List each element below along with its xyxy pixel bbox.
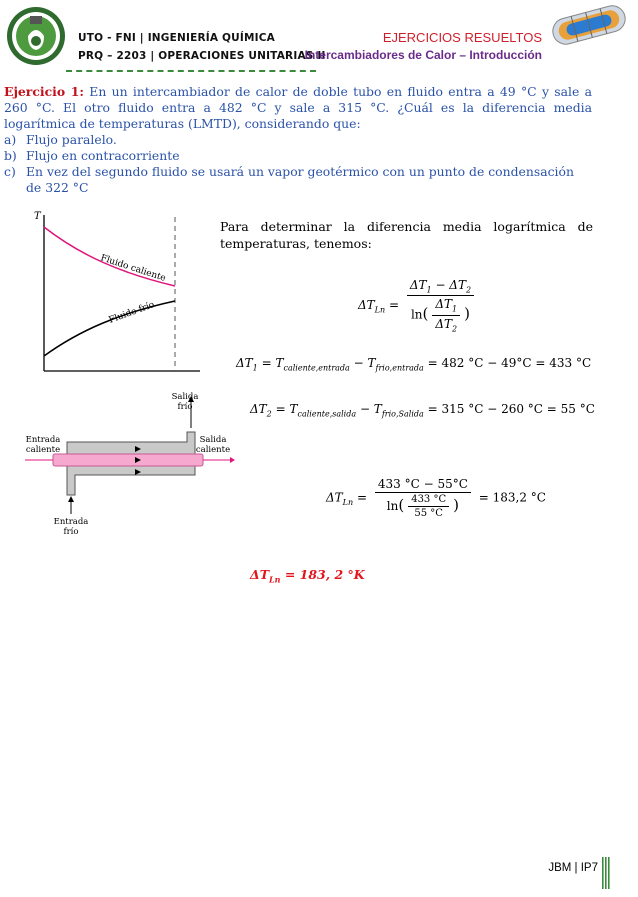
option-key: b) [4,148,17,163]
hot-outlet-arrowhead [230,457,235,463]
cold-fluid-label: Fluido frío [107,300,156,326]
cold-outlet-label-2: frío [177,402,193,412]
lmtd-calc-fraction: 433 °C − 55°C ln( $\frac{433 ^\circ C}{55 ^\circ C}$ ) [375,477,471,519]
cold-inlet-arrowhead [68,496,74,502]
lmtd-calc-result: = 183,2 °C [478,490,546,505]
header-section: EJERCICIOS RESUELTOS [382,30,542,45]
option-a [4,132,592,148]
lmtd-fraction: $\Delta T_1 - \Delta T_2$ ln( $\frac{\Delta T_1}{\Delta T_2}$ ) [407,278,474,333]
lmtd-calc-numerator: 433 °C − 55°C [375,477,471,493]
option-key: a) [4,132,17,147]
problem-statement [4,84,592,196]
cold-inlet-label-2: frío [63,527,79,537]
header-topic: Intercambiadores de Calor – Introducción [304,48,542,62]
ratio-numerator: 433 °C [408,494,449,507]
header-institution: UTO - FNI | INGENIERÍA QUÍMICA [78,32,275,44]
final-result [250,567,365,585]
option-c [4,164,592,196]
lmtd-calculation: $\Delta T_{Ln}$ = 433 °C − 55°C ln( $\frac{433 ^\circ C}{55 ^\circ C}$ ) = 183,2 °C [326,477,546,519]
delta-t2-equation: $\Delta T_2 = T_{caliente,salida} - T_{frio,Salida} = 315$ °C − 260 °C = 55 °C [250,402,595,419]
university-logo-icon [6,6,66,66]
delta-t1-equation: $\Delta T_1 = T_{caliente,entrada} - T_{frio,entrada} = 482$ °C − 49°C = 433 °C [236,356,592,373]
lmtd-formula: $\Delta T_{Ln}$ = $\Delta T_1 - \Delta T_2$ ln( $\frac{\Delta T_1}{\Delta T_2}$ ) [358,278,478,333]
delta-t2-value: = 315 °C − 260 °C = 55 °C [427,402,595,416]
cold-inlet-label: Entrada [53,517,89,527]
double-pipe-exchanger-diagram [25,390,235,540]
problem-label: Ejercicio 1: [4,84,84,99]
hot-inlet-label: Entrada [25,435,61,445]
option-key: c) [4,164,16,179]
hot-inlet-label-2: caliente [25,445,61,455]
hot-outlet-label-2: caliente [195,445,231,455]
problem-text: En un intercambiador de calor de doble tubo en fluido entra a 49 °C y sale a 260 °C. El otro fluido entra a 482 °C y sale a 315 °C. ¿Cuál es la diferencia media logarítmica de temperaturas (LMTD), considerando que: [4,84,592,131]
eq-lhs: ΔT [358,298,375,313]
heat-exchanger-image [544,2,634,48]
result-symbol: ΔT [250,567,270,582]
hot-fluid-label: Fluido caliente [99,253,167,284]
hot-outlet-label: Salida [199,435,227,445]
option-text: Flujo en contracorriente [26,148,180,163]
eq-lhs-sub: Ln [374,305,386,315]
axis-t-label: T [34,211,41,222]
result-value: = 183, 2 °K [284,567,365,582]
solution-intro: Para determinar la diferencia media logarítmica de temperaturas, tenemos: [220,219,593,251]
option-text: Flujo paralelo. [26,132,117,147]
header-course: PRQ – 2203 | OPERACIONES UNITARIAS II [78,50,326,62]
delta-t1-value: = 482 °C − 49°C = 433 °C [427,356,592,370]
header-divider [66,70,316,72]
option-text: En vez del segundo fluido se usará un vapor geotérmico con un punto de condensación de 322 °C [26,164,574,195]
temperature-profile-diagram [30,205,205,380]
result-sub: Ln [269,574,281,585]
cold-outlet-label: Salida [171,392,199,402]
ratio-denominator: 55 °C [414,508,443,519]
inner-pipe [53,454,203,466]
footer-bars-icon [602,857,610,889]
footer-text: JBM | IP7 [548,862,598,874]
option-b [4,148,592,164]
